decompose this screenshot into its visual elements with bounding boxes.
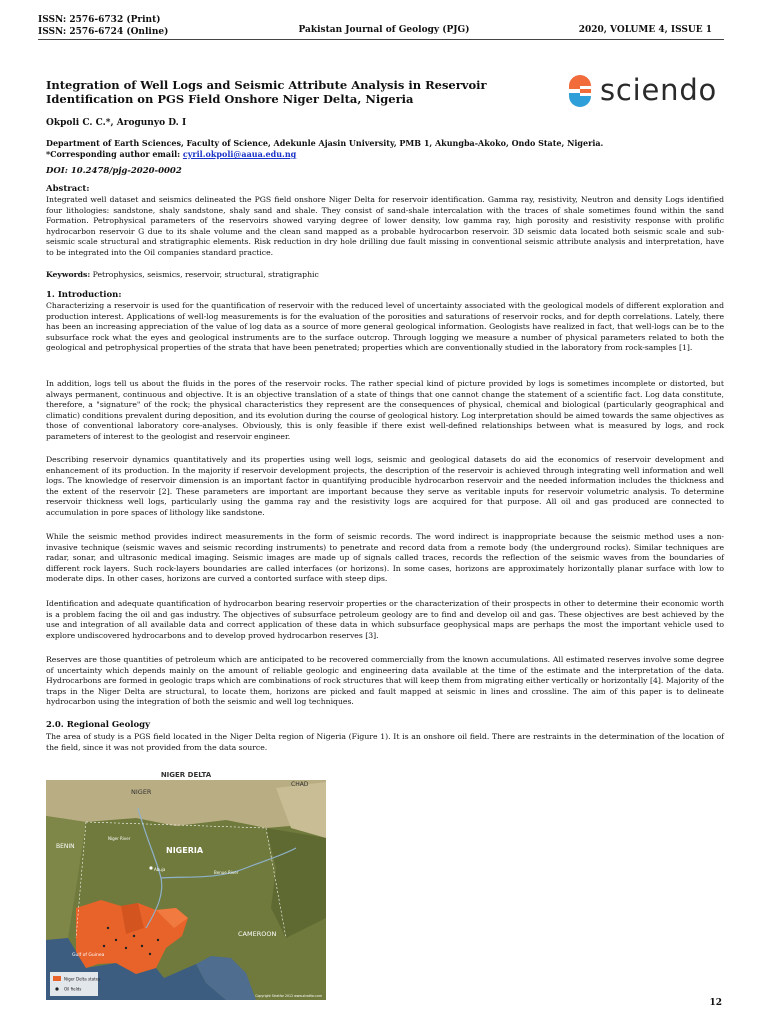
- sciendo-logo-icon: [566, 74, 594, 108]
- abstract-heading: Abstract:: [46, 184, 90, 194]
- legend-swatch-oil: [55, 987, 58, 990]
- map-label-niger-river: Niger River: [108, 836, 131, 841]
- intro-paragraph: Reserves are those quantities of petroleum which are anticipated to be recovered commercially from the known accumulations. All estimated reserves involve some degree of uncertainty which depends mainly on the amount of reliable geologic and engineering data available at the time of the estimate and the interpretation of the data. Hydrocarbons are formed in geologic traps which are combinations of rock structures that will keep them from migrating either vertically or horizontally [4]. Majority of the traps in the Niger Delta are structural, to locate them, horizons are picked and fault mapped at seismic in lines and crossline. The aim of this paper is to delineate hydrocarbon using the integration of both the seismic and well log techniques.: [46, 655, 724, 706]
- keywords-label: Keywords:: [46, 270, 91, 279]
- map-label-abuja: Abuja: [154, 867, 166, 872]
- section-heading-regional-geology: 2.0. Regional Geology: [46, 720, 151, 730]
- map-label-chad: CHAD: [291, 781, 309, 788]
- map-label-benin: BENIN: [56, 843, 75, 850]
- corresponding-author: [46, 149, 726, 160]
- map-title: NIGER DELTA: [160, 771, 212, 779]
- issn-print: ISSN: 2576-6732 (Print): [38, 15, 161, 25]
- volume-issue: 2020, VOLUME 4, ISSUE 1: [578, 25, 712, 35]
- affiliation-block: [46, 138, 726, 160]
- niger-delta-map: [46, 768, 326, 1000]
- issn-online: ISSN: 2576-6724 (Online): [38, 27, 169, 37]
- abstract-text: Integrated well dataset and seismics delineated the PGS field onshore Niger Delta for reservoir identification. Gamma ray, resistivity, Neutron and density Logs identified four lithologies: sandstone, shaly sandstone, shaly sand and shale. They consist of sand-shale intercalation with the traces of shale sometimes found within the sand Formation. Petrophysical parameters of the reservoirs showed varying degree of lower density, low gamma ray, high porosity and resistivity response with prolific hydrocarbon reservoir G due to its shale volume and the clean sand mapped as a probable hydrocarbon reservoir. 3D seismic data located both seismic scale and sub- seismic scale structural and stratigraphic elements. Risk reduction in dry hole drilling due fault missing in conventional seismic attribute analysis and interpretation, have to be integrated into the Oil companies standard practice.: [46, 195, 724, 257]
- page-number: 12: [709, 998, 722, 1008]
- intro-paragraph: Characterizing a reservoir is used for the quantification of reservoir with the reduced level of uncertainty associated with the geological models of different exploration and production interest. Applications of well-log measurements is for the evaluation of the porosities and saturations of reservoir rocks, and for depth correlations. Lately, there has been an increasing appreciation of the value of log data as a source of more general geological information. Geologists have realized in fact, that well-logs can be to the subsurface rock what the eyes and geological instruments are to the surface outcrop. Through logging we measure a number of physical parameters related to both the geological and petrophysical properties of the strata that have been penetrated; properties which are conventionally studied in the laboratory from rock-samples [1].: [46, 301, 724, 352]
- affiliation: Department of Earth Sciences, Faculty of Science, Adekunle Ajasin University, PMB 1, Akungba-Akoko, Ondo State, Nigeria.: [46, 138, 604, 148]
- map-credit: Copyright Stratfor 2012 www.stratfor.com: [255, 994, 322, 998]
- sciendo-wordmark: sciendo: [600, 73, 718, 107]
- header-divider: [38, 39, 724, 40]
- legend-oil-fields: Oil fields: [64, 986, 82, 992]
- map-label-nigeria: NIGERIA: [166, 846, 204, 855]
- journal-name: Pakistan Journal of Geology (PJG): [298, 25, 470, 35]
- doi: DOI: 10.2478/pjg-2020-0002: [46, 166, 182, 176]
- sciendo-logo: [566, 72, 726, 110]
- map-label-gulf-of-guinea: Gulf of Guinea: [72, 953, 105, 958]
- intro-paragraph: In addition, logs tell us about the fluids in the pores of the reservoir rocks. The rather special kind of picture provided by logs is sometimes incomplete or distorted, but always permanent, continuous and objective. It is an objective translation of a state of things that one cannot change the statement of a scientific fact. Log data constitute, therefore, a "signature" of the rock; the physical characteristics they represent are the consequences of physical, chemical and biological (particularly geographical and climatic) conditions prevalent during deposition, and its evolution during the course of geological history. Log interpretation should be aimed towards the same objectives as those of conventional laboratory core-analyses. Obviously, this is only feasible if there exist well-defined relationships between what is measured by logs, and rock parameters of interest to the geologist and reservoir engineer.: [46, 379, 724, 441]
- section-heading-introduction: 1. Introduction:: [46, 290, 122, 300]
- keywords-text: Petrophysics, seismics, reservoir, structural, stratigraphic: [92, 270, 319, 279]
- legend-delta-states: Niger Delta states: [64, 976, 101, 982]
- keywords: [46, 270, 724, 281]
- article-title: Integration of Well Logs and Seismic Attribute Analysis in Reservoir Identification on PGS Field Onshore Niger Delta, Nigeria: [46, 78, 487, 106]
- map-label-cameroon: CAMEROON: [238, 930, 277, 938]
- intro-paragraph: Describing reservoir dynamics quantitatively and its properties using well logs, seismic and geological datasets do aid the economics of reservoir development and enhancement of its production. In the majority if reservoir development projects, the description of the reservoir is achieved through integrating well information and well logs. The knowledge of reservoir dimension is an important factor in quantifying producible hydrocarbon reservoir and the needed information includes the thickness and the extent of the reservoir [2]. These parameters are important are important because they serve as veritable inputs for reservoir volumetric analysis. To determine reservoir thickness well logs, particularly using the gamma ray and the resistivity logs are acquired for that purpose. All oil and gas produced are connected to accumulation in pore spaces of lithology like sandstone.: [46, 455, 724, 517]
- intro-paragraph: While the seismic method provides indirect measurements in the form of seismic records. The word indirect is inappropriate because the seismic method uses a non-invasive technique (seismic waves and seismic recording instruments) to penetrate and record data from a remote body (the underground rocks). Similar techniques are radar, sonar, and ultrasonic medical imaging. Seismic images are made up of signals called traces, records the reflection of the seismic waves from the boundaries of different rock layers. Such rock-layers boundaries are called interfaces (or horizons). In some cases, horizons are approximately horizontally planar surface with low to moderate dips. In other cases, horizons are curved a contorted surface with steep dips.: [46, 532, 724, 583]
- authors: Okpoli C. C.*, Arogunyo D. I: [46, 118, 187, 128]
- map-label-niger: NIGER: [131, 788, 152, 796]
- intro-paragraph: Identification and adequate quantification of hydrocarbon bearing reservoir properties or the characterization of their prospects in other to determine their economic worth is a problem facing the oil and gas industry. The objectives of subsurface petroleum geology are to find and develop oil and gas. These objectives are best achieved by the use and integration of all available data and correct application of these data in which subsurface geophysical maps are perhaps the most the important vehicle used to explore undiscovered hydrocarbons and to develop proved hydrocarbon reserves [3].: [46, 599, 724, 640]
- author-email-link[interactable]: cyril.okpoli@aaua.edu.ng: [182, 149, 297, 159]
- corresponding-label: *Corresponding author email:: [46, 149, 181, 159]
- regional-geology-paragraph: The area of study is a PGS field located in the Niger Delta region of Nigeria (Figure 1). It is an onshore oil field. There are restraints in the determination of the location of the field, since it was not provided from the data source.: [46, 732, 724, 752]
- legend-swatch-delta: [53, 976, 61, 981]
- map-label-benue-river: Benue River: [214, 870, 239, 875]
